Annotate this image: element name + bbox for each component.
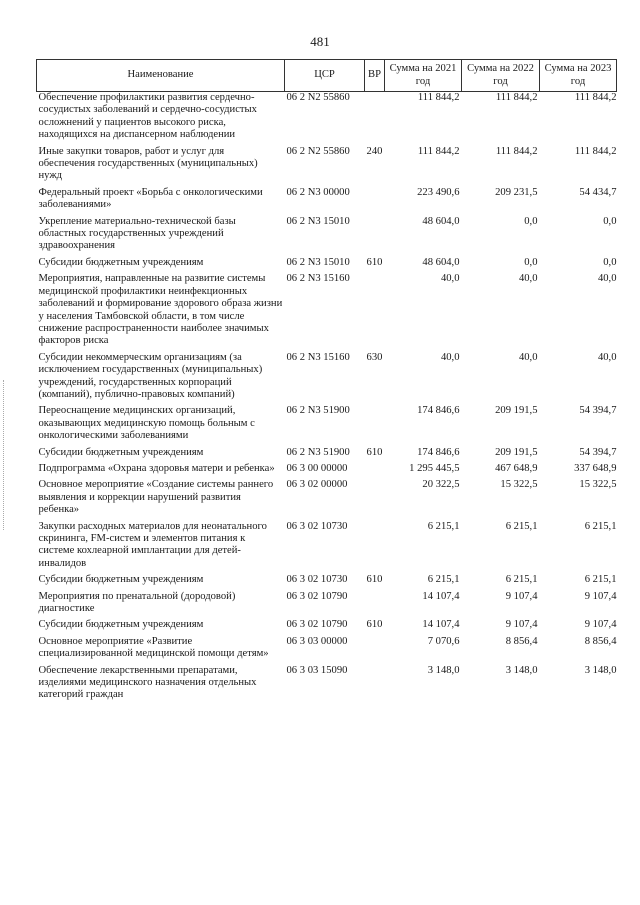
row-sum-2021: 48 604,0: [422, 256, 460, 268]
row-name: Укрепление материально-технической базы областных государственных учреждений здравоохранения: [38, 215, 236, 252]
row-sum-2023: 111 844,2: [574, 92, 617, 103]
row-name: Субсидии бюджетным учреждениям: [38, 256, 204, 268]
row-sum-2023: 111 844,2: [574, 145, 617, 157]
table-row: [37, 146, 617, 187]
row-name: Иные закупки товаров, работ и услуг для обеспечения государственных (муниципальных) нужд: [38, 145, 258, 182]
row-sum-2022: 209 191,5: [495, 446, 538, 458]
row-vr: 610: [366, 619, 383, 631]
row-csr: 06 3 02 10730: [286, 520, 348, 532]
row-sum-2021: 111 844,2: [417, 145, 460, 157]
row-name: Обеспечение профилактики развития сердечно-сосудистых заболеваний и сердечно-сосудистых осложнений у пациентов высокого риска, находящихся на диспансерном наблюдении: [38, 92, 257, 141]
row-vr: [365, 405, 385, 446]
row-sum-2022: 467 648,9: [495, 462, 538, 474]
row-csr: 06 3 00 00000: [286, 462, 348, 474]
row-sum-2023: 6 215,1: [584, 520, 617, 532]
row-name: Переоснащение медицинских организаций, оказывающих медицинскую помощь больным с онкологическими заболеваниями: [38, 405, 255, 442]
row-sum-2021: 3 148,0: [427, 664, 460, 676]
row-csr: 06 3 02 00000: [286, 479, 348, 491]
row-sum-2021: 6 215,1: [427, 520, 460, 532]
row-name: Обеспечение лекарственными препаратами, изделиями медицинского назначения отдельных категорий граждан: [38, 664, 257, 701]
row-csr: 06 2 N3 15160: [286, 351, 350, 363]
row-csr: 06 3 02 10790: [286, 619, 348, 631]
row-csr: 06 3 03 00000: [286, 635, 348, 647]
row-vr: [365, 665, 385, 706]
row-vr: [365, 479, 385, 520]
row-csr: 06 2 N3 51900: [286, 405, 350, 417]
row-sum-2022: 9 107,4: [505, 590, 538, 602]
row-sum-2021: 6 215,1: [427, 574, 460, 586]
row-sum-2021: 174 846,6: [417, 405, 460, 417]
row-vr: [365, 273, 385, 351]
row-vr: [365, 463, 385, 479]
row-sum-2023: 0,0: [603, 256, 617, 268]
row-vr: [365, 187, 385, 216]
row-vr: 630: [366, 351, 383, 363]
row-sum-2022: 6 215,1: [505, 520, 538, 532]
row-sum-2023: 54 394,7: [579, 446, 617, 458]
table-row: [37, 479, 617, 520]
header-name: Наименование: [37, 60, 285, 92]
row-vr: [365, 521, 385, 575]
row-sum-2022: 209 191,5: [495, 405, 538, 417]
row-name: Подпрограмма «Охрана здоровья матери и ребенка»: [38, 462, 275, 474]
row-sum-2022: 111 844,2: [495, 92, 538, 103]
row-sum-2023: 0,0: [603, 215, 617, 227]
row-name: Основное мероприятие «Развитие специализированной медицинской помощи детям»: [38, 635, 269, 660]
row-vr: 610: [366, 446, 383, 458]
row-sum-2023: 54 434,7: [579, 186, 617, 198]
row-vr: [365, 92, 385, 146]
row-vr: 610: [366, 574, 383, 586]
header-csr: ЦСР: [285, 60, 365, 92]
header-vr: ВР: [365, 60, 385, 92]
row-vr: [365, 216, 385, 257]
row-sum-2023: 3 148,0: [584, 664, 617, 676]
table-row: [37, 665, 617, 706]
row-csr: 06 3 02 10730: [286, 574, 348, 586]
row-sum-2023: 6 215,1: [584, 574, 617, 586]
row-csr: 06 2 N2 55860: [286, 92, 350, 103]
row-sum-2021: 7 070,6: [427, 635, 460, 647]
row-name: Субсидии бюджетным учреждениям: [38, 446, 204, 458]
row-sum-2023: 337 648,9: [574, 462, 617, 474]
row-sum-2022: 0,0: [524, 215, 538, 227]
row-sum-2022: 0,0: [524, 256, 538, 268]
table-row: [37, 352, 617, 406]
row-csr: 06 2 N3 15010: [286, 215, 350, 227]
row-sum-2021: 40,0: [440, 351, 460, 363]
row-sum-2022: 8 856,4: [505, 635, 538, 647]
row-name: Субсидии бюджетным учреждениям: [38, 574, 204, 586]
row-sum-2022: 9 107,4: [505, 619, 538, 631]
table-row: [37, 447, 617, 463]
row-sum-2021: 1 295 445,5: [409, 462, 460, 474]
row-csr: 06 2 N3 51900: [286, 446, 350, 458]
row-sum-2022: 3 148,0: [505, 664, 538, 676]
row-sum-2023: 9 107,4: [584, 619, 617, 631]
row-sum-2022: 6 215,1: [505, 574, 538, 586]
row-sum-2022: 111 844,2: [495, 145, 538, 157]
table-row: [37, 619, 617, 635]
scan-edge-mark: [3, 380, 6, 530]
row-vr: [365, 636, 385, 665]
row-sum-2022: 40,0: [518, 351, 538, 363]
row-sum-2022: 40,0: [518, 273, 538, 285]
table-header-row: [37, 60, 617, 92]
budget-table: [36, 59, 617, 706]
table-row: [37, 463, 617, 479]
row-sum-2023: 15 322,5: [579, 479, 617, 491]
row-sum-2023: 40,0: [597, 351, 617, 363]
row-sum-2021: 111 844,2: [417, 92, 460, 103]
header-sum-2021: Сумма на 2021 год: [385, 60, 462, 92]
row-name: Субсидии бюджетным учреждениям: [38, 619, 204, 631]
row-sum-2021: 14 107,4: [422, 590, 460, 602]
row-name: Мероприятия по пренатальной (дородовой) диагностике: [38, 590, 236, 615]
row-sum-2021: 14 107,4: [422, 619, 460, 631]
table-row: [37, 591, 617, 620]
table-row: [37, 216, 617, 257]
row-sum-2023: 40,0: [597, 273, 617, 285]
table-row: [37, 257, 617, 273]
row-name: Основное мероприятие «Создание системы раннего выявления и коррекции нарушений развития ребенка»: [38, 479, 274, 516]
row-csr: 06 2 N3 00000: [286, 186, 350, 198]
page-number: 481: [310, 34, 330, 49]
table-row: [37, 521, 617, 575]
row-name: Субсидии некоммерческим организациям (за исключением государственных (муниципальных) учреждений, государственных корпораций (компаний), публично-правовых компаний): [38, 351, 263, 400]
row-csr: 06 2 N3 15010: [286, 256, 350, 268]
row-sum-2022: 209 231,5: [495, 186, 538, 198]
row-sum-2023: 8 856,4: [584, 635, 617, 647]
row-sum-2021: 174 846,6: [417, 446, 460, 458]
row-name: Федеральный проект «Борьба с онкологическими заболеваниями»: [38, 186, 263, 211]
header-sum-2022: Сумма на 2022 год: [462, 60, 540, 92]
table-row: [37, 636, 617, 665]
row-sum-2021: 40,0: [440, 273, 460, 285]
row-sum-2023: 9 107,4: [584, 590, 617, 602]
row-csr: 06 3 02 10790: [286, 590, 348, 602]
row-sum-2022: 15 322,5: [500, 479, 538, 491]
row-vr: [365, 591, 385, 620]
row-sum-2021: 223 490,6: [417, 186, 460, 198]
row-csr: 06 2 N3 15160: [286, 273, 350, 285]
header-sum-2023: Сумма на 2023 год: [540, 60, 617, 92]
row-csr: 06 3 03 15090: [286, 664, 348, 676]
row-sum-2021: 20 322,5: [422, 479, 460, 491]
row-name: Мероприятия, направленные на развитие системы медицинской профилактики неинфекционных заболеваний и формирование здорового образа жизни у населения Тамбовской области, в том числе снижение распространенности наиболее значимых факторов риска: [38, 273, 283, 347]
table-row: [37, 187, 617, 216]
row-vr: 240: [366, 145, 383, 157]
table-row: [37, 405, 617, 446]
row-sum-2023: 54 394,7: [579, 405, 617, 417]
row-vr: 610: [366, 256, 383, 268]
table-row: [37, 574, 617, 590]
table-row: [37, 273, 617, 351]
row-sum-2021: 48 604,0: [422, 215, 460, 227]
row-csr: 06 2 N2 55860: [286, 145, 350, 157]
table-row: [37, 92, 617, 146]
row-name: Закупки расходных материалов для неонатального скрининга, FM-систем и элементов питания к системе кохлеарной имплантации для детей-инвалидов: [38, 520, 267, 569]
